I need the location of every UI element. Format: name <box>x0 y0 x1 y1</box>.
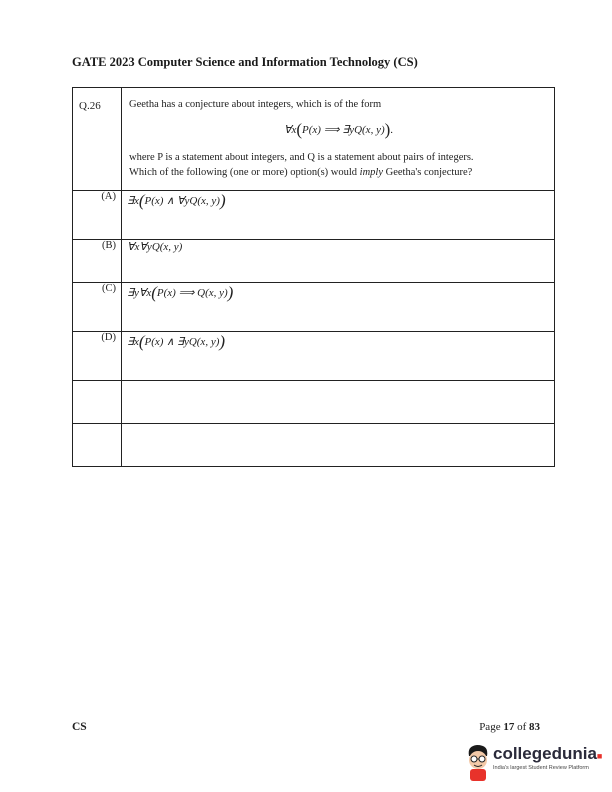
footer-subject-code: CS <box>72 721 87 733</box>
formula-close-paren: ) <box>384 120 391 140</box>
option-d-inner: P(x) ∧ ∃yQ(x, y) <box>144 336 220 349</box>
option-d-open-paren: ( <box>138 332 145 352</box>
collegedunia-logo <box>463 742 603 786</box>
empty-cell <box>73 424 122 467</box>
option-d-prefix: ∃x <box>127 336 139 349</box>
logo-tagline: India's largest Student Review Platform <box>493 765 589 771</box>
page-middle: of <box>514 721 529 733</box>
page-current: 17 <box>503 721 515 733</box>
page-header-title: GATE 2023 Computer Science and Information Technology (CS) <box>72 55 418 69</box>
option-c-close-paren: ) <box>227 283 234 303</box>
question-body <box>122 88 554 190</box>
question-table <box>72 87 555 467</box>
empty-cell <box>73 381 122 424</box>
page-prefix: Page <box>479 721 504 733</box>
formula-prefix: ∀x <box>283 124 297 137</box>
question-row <box>73 88 555 191</box>
formula-suffix: . <box>390 124 394 137</box>
desc-line2-post: Geetha's conjecture? <box>383 167 473 179</box>
option-label-c: (C) <box>73 283 122 332</box>
page-total: 83 <box>529 721 540 733</box>
option-a-prefix: ∃x <box>127 195 139 208</box>
option-row-c <box>73 283 555 332</box>
option-label-b: (B) <box>73 240 122 283</box>
desc-line2-pre: Which of the following (one or more) option(s) would <box>129 167 360 179</box>
empty-cell <box>122 381 555 424</box>
desc-line2-emphasis: imply <box>359 167 383 179</box>
option-text-b <box>122 240 555 283</box>
question-number: Q.26 <box>79 100 101 112</box>
conjecture-formula <box>129 118 548 143</box>
option-a-open-paren: ( <box>138 191 145 211</box>
option-b-inner: ∀x∀yQ(x, y) <box>127 241 183 254</box>
option-text-d <box>122 332 555 381</box>
question-description-line1: where P is a statement about integers, and Q is a statement about pairs of integers. <box>129 151 474 163</box>
option-label-d: (D) <box>73 332 122 381</box>
option-text-c <box>122 283 555 332</box>
option-a-inner: P(x) ∧ ∀yQ(x, y) <box>144 195 220 208</box>
empty-cell <box>122 424 555 467</box>
empty-row-2 <box>73 424 555 467</box>
footer-page-number <box>479 721 540 733</box>
empty-row-1 <box>73 381 555 424</box>
question-description-line2 <box>129 165 548 180</box>
logo-wordmark: collegedunia■ <box>493 744 603 763</box>
option-text-a <box>122 191 555 240</box>
question-body-cell <box>122 88 555 191</box>
question-number-cell <box>73 88 122 191</box>
option-c-prefix: ∃y∀x <box>127 287 152 300</box>
question-intro: Geetha has a conjecture about integers, which is of the form <box>129 99 382 110</box>
option-d-close-paren: ) <box>219 332 226 352</box>
formula-open-paren: ( <box>296 120 303 140</box>
formula-inner: P(x) ⟹ ∃yQ(x, y) <box>302 124 385 137</box>
option-row-b <box>73 240 555 283</box>
option-c-inner: P(x) ⟹ Q(x, y) <box>156 287 228 300</box>
option-row-a <box>73 191 555 240</box>
mascot-icon <box>463 742 493 782</box>
option-label-a: (A) <box>73 191 122 240</box>
option-a-close-paren: ) <box>219 191 226 211</box>
option-row-d <box>73 332 555 381</box>
option-c-open-paren: ( <box>151 283 157 303</box>
